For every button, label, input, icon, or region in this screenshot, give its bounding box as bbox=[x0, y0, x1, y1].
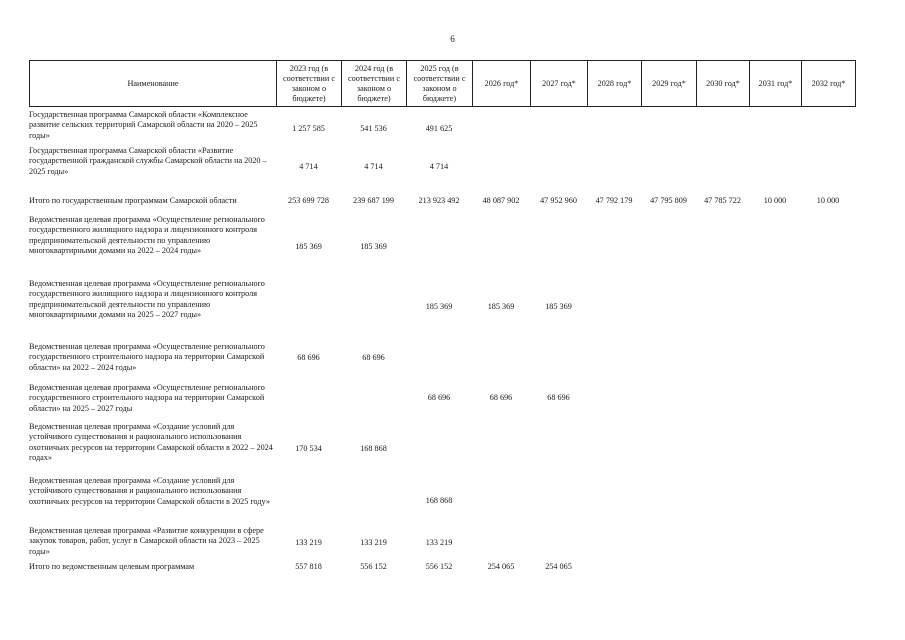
header-col-2032: 2032 год* bbox=[802, 61, 856, 107]
cell-2023: 68 696 bbox=[297, 353, 320, 362]
row-name: Ведомственная целевая программа «Создание условий для устойчивого существования и рационального использования охотничьих ресурсов на территории Самарской области в 2022 – 2024 годах» bbox=[29, 422, 273, 463]
row-name: Ведомственная целевая программа «Осуществление регионального государственного строительного надзора на территории Самарской области» на 2022 – 2024 годы» bbox=[29, 342, 265, 372]
cell-2023: 1 257 585 bbox=[292, 124, 325, 133]
cell-2026: 185 369 bbox=[487, 302, 515, 311]
table-row bbox=[29, 422, 869, 476]
cell-2032: 10 000 bbox=[816, 196, 840, 205]
cell-2026: 68 696 bbox=[489, 393, 513, 402]
table-row bbox=[29, 342, 869, 378]
cell-2023: 557 818 bbox=[295, 562, 322, 571]
row-name: Итого по ведомственным целевым программам bbox=[29, 562, 195, 571]
table-row bbox=[29, 279, 869, 339]
cell-2026: 254 065 bbox=[487, 562, 515, 571]
cell-2029: 47 795 809 bbox=[650, 196, 687, 205]
table-row bbox=[29, 476, 869, 528]
header-col-2026: 2026 год* bbox=[473, 61, 531, 107]
header-col-2025: 2025 год (в соответствии с законом о бюджете) bbox=[407, 61, 473, 107]
cell-2023: 4 714 bbox=[299, 162, 318, 171]
cell-2024: 185 369 bbox=[360, 242, 387, 251]
cell-2023: 185 369 bbox=[295, 242, 322, 251]
row-name: Государственная программа Самарской области «Развитие государственной гражданской службы Самарской области на 2020 – 2025 годы» bbox=[29, 146, 267, 176]
row-name: Ведомственная целевая программа «Осуществление регионального государственного строительного надзора на территории Самарской области» на 2025 – 2027 годы bbox=[29, 383, 265, 413]
cell-2026: 48 087 902 bbox=[482, 196, 520, 205]
cell-2025: 491 625 bbox=[425, 124, 453, 133]
table-row bbox=[29, 215, 869, 275]
cell-2025: 556 152 bbox=[425, 562, 453, 571]
page-number: 6 bbox=[450, 34, 455, 44]
cell-2023: 170 534 bbox=[295, 444, 322, 453]
cell-2025: 133 219 bbox=[425, 538, 453, 547]
cell-2027: 68 696 bbox=[547, 393, 570, 402]
cell-2024: 4 714 bbox=[364, 162, 383, 171]
header-name: Наименование bbox=[30, 61, 277, 107]
header-col-2030: 2030 год* bbox=[697, 61, 750, 107]
cell-2025: 213 923 492 bbox=[418, 196, 460, 205]
row-name: Итого по государственным программам Самарской области bbox=[29, 196, 237, 205]
cell-2028: 47 792 179 bbox=[595, 196, 633, 205]
cell-2023: 133 219 bbox=[295, 538, 322, 547]
row-name: Ведомственная целевая программа «Осуществление регионального государственного жилищного надзора и лицензионного контроля предпринимательской деятельности по управлению многоквартирными домами на 2022 – 2024 годы» bbox=[29, 215, 265, 256]
header-col-2024: 2024 год (в соответствии с законом о бюджете) bbox=[342, 61, 407, 107]
cell-2024: 133 219 bbox=[360, 538, 387, 547]
table-row bbox=[29, 383, 869, 419]
header-col-2029: 2029 год* bbox=[642, 61, 697, 107]
row-name: Ведомственная целевая программа «Осуществление регионального государственного жилищного надзора и лицензионного контроля предпринимательской деятельности по управлению многоквартирными домами на 2025 – 2027 годы» bbox=[29, 279, 265, 320]
cell-2025: 4 714 bbox=[429, 162, 449, 171]
header-col-2023: 2023 год (в соответствии с законом о бюджете) bbox=[277, 61, 342, 107]
row-name: Ведомственная целевая программа «Создание условий для устойчивого существования и рационального использования охотничьих ресурсов на территории Самарской области в 2025 году» bbox=[29, 476, 270, 506]
header-col-2031: 2031 год* bbox=[750, 61, 802, 107]
cell-2023: 253 699 728 bbox=[288, 196, 329, 205]
cell-2031: 10 000 bbox=[763, 196, 787, 205]
table-row bbox=[29, 562, 869, 574]
header-col-2027: 2027 год* bbox=[531, 61, 588, 107]
table-row bbox=[29, 526, 869, 562]
cell-2024: 168 868 bbox=[360, 444, 387, 453]
cell-2024: 68 696 bbox=[362, 353, 385, 362]
cell-2027: 185 369 bbox=[545, 302, 572, 311]
cell-2024: 541 536 bbox=[360, 124, 387, 133]
table-row bbox=[29, 146, 869, 182]
cell-2024: 239 687 199 bbox=[353, 196, 394, 205]
table-row bbox=[29, 110, 869, 146]
header-table bbox=[29, 60, 856, 107]
cell-2030: 47 785 722 bbox=[704, 196, 741, 205]
cell-2025: 68 696 bbox=[427, 393, 451, 402]
row-name: Ведомственная целевая программа «Развитие конкуренции в сфере закупок товаров, работ, услуг в Самарской области на 2023 – 2025 годы» bbox=[29, 526, 264, 556]
cell-2025: 185 369 bbox=[425, 302, 453, 311]
cell-2027: 254 065 bbox=[545, 562, 572, 571]
cell-2027: 47 952 960 bbox=[540, 196, 577, 205]
cell-2025: 168 868 bbox=[425, 496, 453, 505]
cell-2024: 556 152 bbox=[360, 562, 387, 571]
row-name: Государственная программа Самарской области «Комплексное развитие сельских территорий Самарской области на 2020 – 2025 годы» bbox=[29, 110, 258, 140]
table-row bbox=[29, 196, 869, 208]
header-col-2028: 2028 год* bbox=[588, 61, 642, 107]
